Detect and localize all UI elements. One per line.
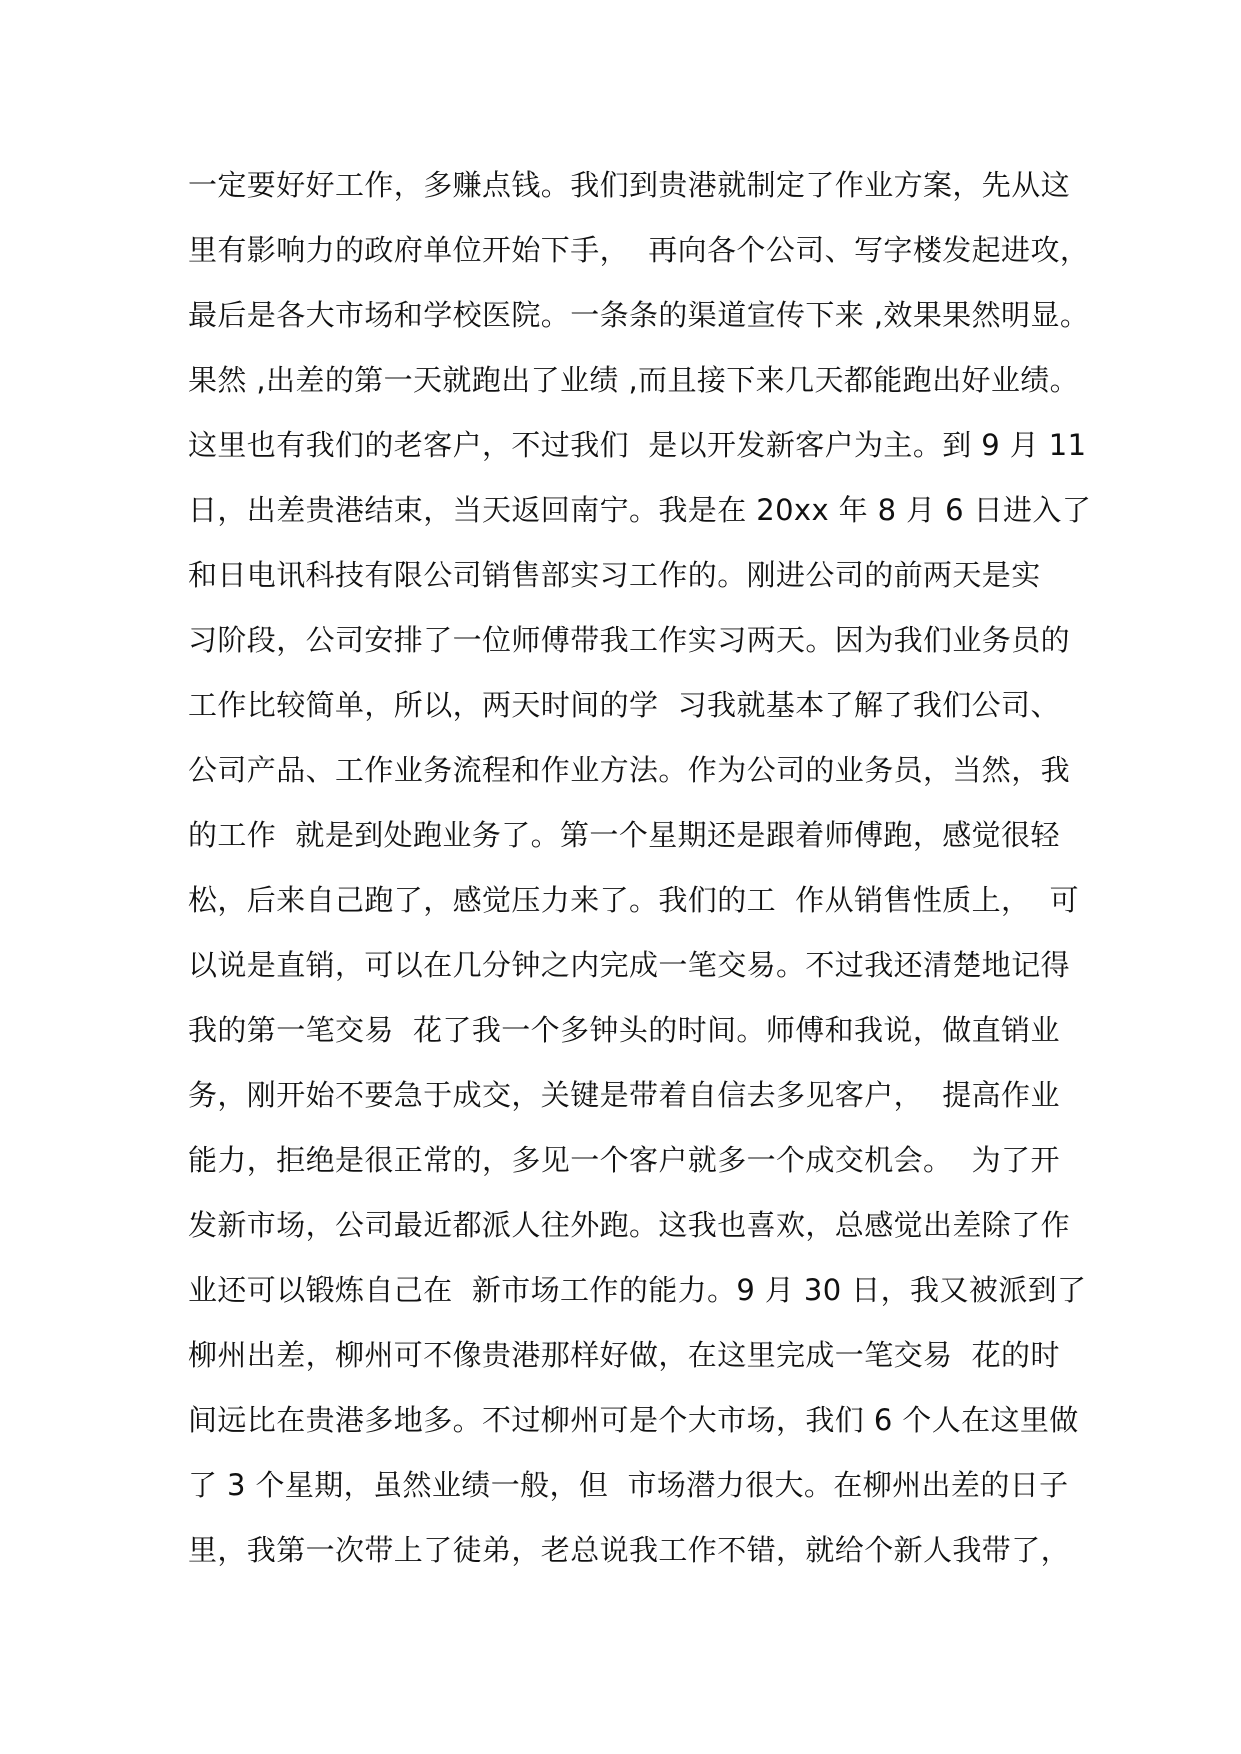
text-line: 柳州出差，柳州可不像贵港那样好做，在这里完成一笔交易 花的时 bbox=[188, 1338, 1060, 1372]
text-line: 间远比在贵港多地多。不过柳州可是个大市场，我们 6 个人在这里做 bbox=[188, 1403, 1079, 1437]
text-line: 里，我第一次带上了徒弟，老总说我工作不错，就给个新人我带了， bbox=[188, 1533, 1071, 1567]
text-line: 能力，拒绝是很正常的，多见一个客户就多一个成交机会。 为了开 bbox=[188, 1143, 1060, 1177]
text-line: 和日电讯科技有限公司销售部实习工作的。刚进公司的前两天是实 bbox=[188, 558, 1041, 592]
text-line: 这里也有我们的老客户，不过我们 是以开发新客户为主。到 9 月 11 bbox=[188, 428, 1087, 462]
text-line: 发新市场，公司最近都派人往外跑。这我也喜欢，总感觉出差除了作 bbox=[188, 1208, 1071, 1242]
text-line: 一定要好好工作，多赚点钱。我们到贵港就制定了作业方案，先从这 bbox=[188, 168, 1071, 202]
body-text bbox=[188, 161, 1092, 1591]
text-line: 习阶段，公司安排了一位师傅带我工作实习两天。因为我们业务员的 bbox=[188, 623, 1071, 657]
text-line: 了 3 个星期，虽然业绩一般，但 市场潜力很大。在柳州出差的日子 bbox=[188, 1468, 1069, 1502]
text-line: 务，刚开始不要急于成交，关键是带着自信去多见客户， 提高作业 bbox=[188, 1078, 1060, 1112]
text-line: 公司产品、工作业务流程和作业方法。作为公司的业务员，当然，我 bbox=[188, 753, 1071, 787]
text-line: 里有影响力的政府单位开始下手， 再向各个公司、写字楼发起进攻， bbox=[188, 233, 1090, 267]
text-line: 的工作 就是到处跑业务了。第一个星期还是跟着师傅跑，感觉很轻 bbox=[188, 818, 1060, 852]
text-line: 日，出差贵港结束，当天返回南宁。我是在 20xx 年 8 月 6 日进入了 bbox=[188, 493, 1092, 527]
text-line: 果然 ,出差的第一天就跑出了业绩 ,而且接下来几天都能跑出好业绩。 bbox=[188, 363, 1080, 397]
text-line: 业还可以锻炼自己在 新市场工作的能力。9 月 30 日，我又被派到了 bbox=[188, 1273, 1087, 1307]
text-line: 最后是各大市场和学校医院。一条条的渠道宣传下来 ,效果果然明显。 bbox=[188, 298, 1090, 332]
text-line: 松，后来自己跑了，感觉压力来了。我们的工 作从销售性质上， 可 bbox=[188, 883, 1080, 917]
text-line: 工作比较简单，所以，两天时间的学 习我就基本了解了我们公司、 bbox=[188, 688, 1060, 722]
text-line: 以说是直销，可以在几分钟之内完成一笔交易。不过我还清楚地记得 bbox=[188, 948, 1071, 982]
text-line: 我的第一笔交易 花了我一个多钟头的时间。师傅和我说，做直销业 bbox=[188, 1013, 1060, 1047]
